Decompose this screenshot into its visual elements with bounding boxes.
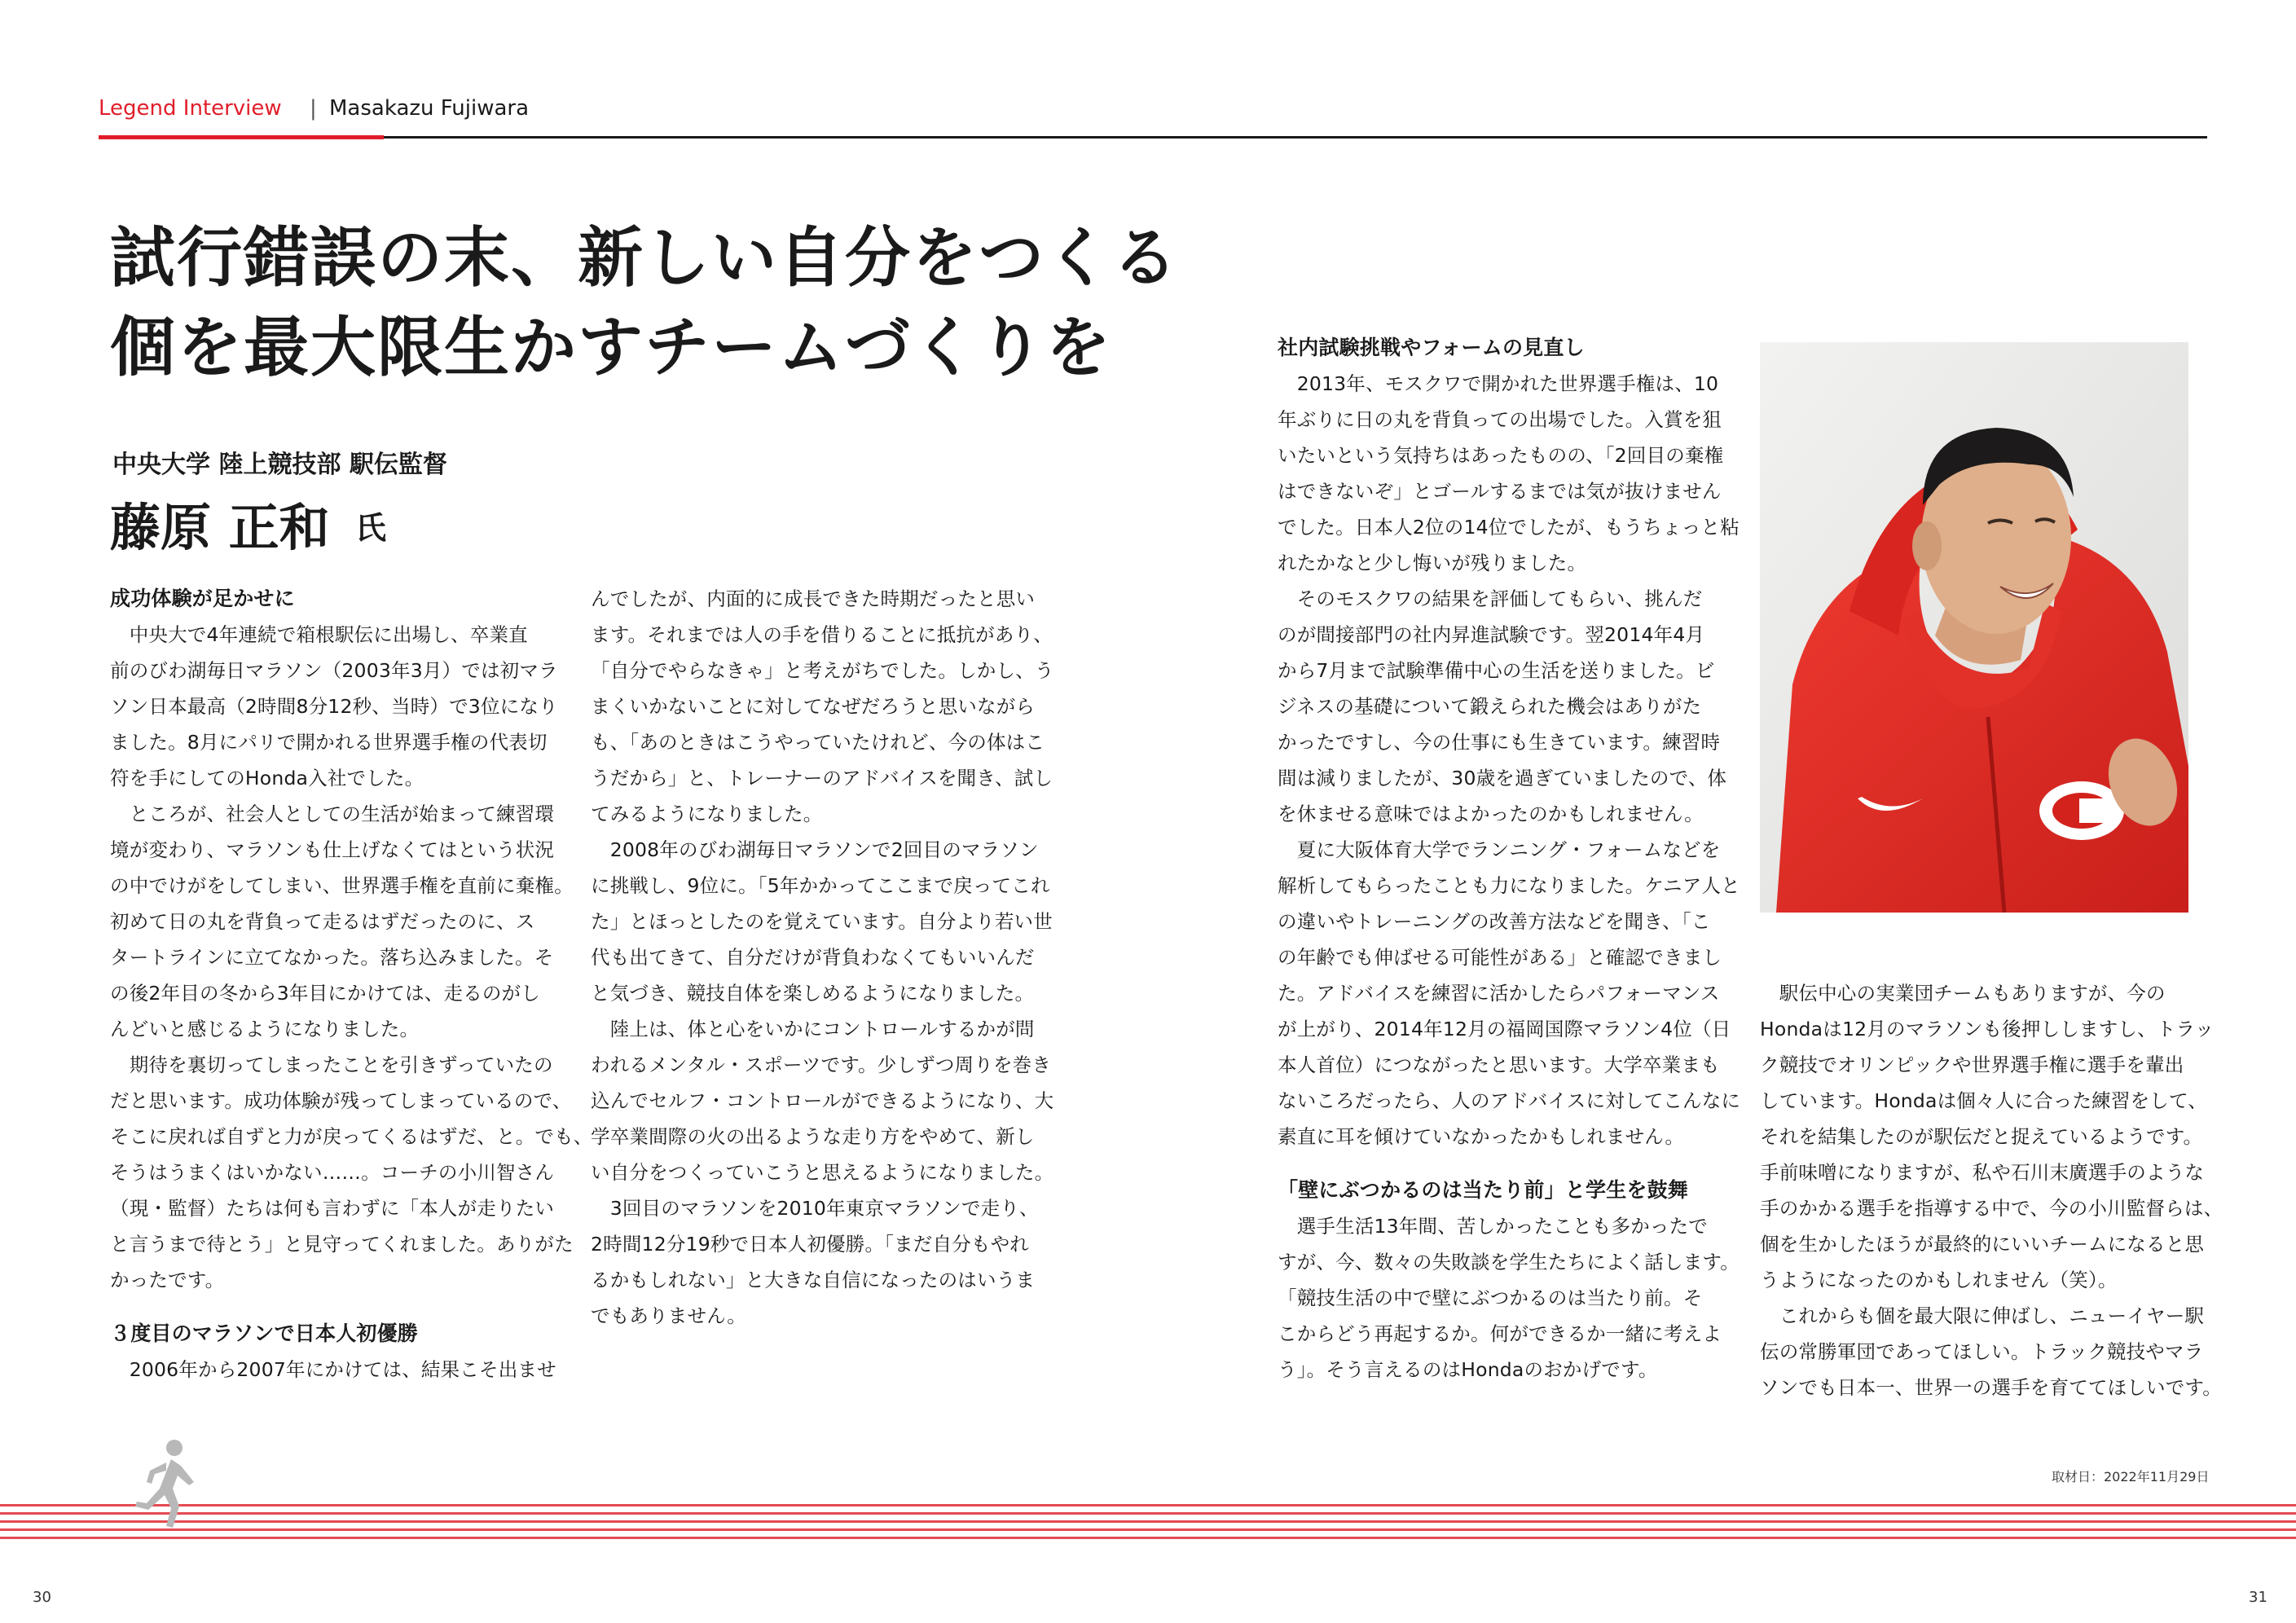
body-line: た」とほっとしたのを覚えています。自分より若い世 bbox=[591, 910, 1053, 933]
body-column-2 bbox=[591, 581, 1054, 1334]
body-line: 境が変わり、マラソンも仕上げなくてはという状況 bbox=[110, 838, 555, 861]
body-line: でもありません。 bbox=[591, 1304, 747, 1327]
body-line: 2006年から2007年にかけては、結果こそ出ませ bbox=[110, 1358, 556, 1381]
body-line: 「自分でやらなきゃ」と考えがちでした。しかし、う bbox=[591, 659, 1054, 682]
body-line: 込んでセルフ・コントロールができるようになり、大 bbox=[591, 1089, 1054, 1112]
body-line: そこに戻れば自ずと力が戻ってくるはずだ、と。でも、 bbox=[110, 1125, 593, 1148]
section-heading: 成功体験が足かせに bbox=[110, 587, 295, 610]
body-line: ソンでも日本一、世界一の選手を育ててほしいです。 bbox=[1760, 1376, 2222, 1399]
body-line: はできないぞ」とゴールするまでは気が抜けません bbox=[1278, 480, 1722, 503]
section-heading: ３度目のマラソンで日本人初優勝 bbox=[110, 1322, 419, 1345]
body-line: （現・監督）たちは何も言わずに「本人が走りたい bbox=[110, 1197, 555, 1220]
body-line: 学卒業間際の火の出るような走り方をやめて、新し bbox=[591, 1125, 1035, 1148]
body-line: われるメンタル・スポーツです。少しずつ周りを巻き bbox=[591, 1053, 1052, 1076]
series-label: Legend Interview bbox=[99, 96, 282, 121]
body-line: 個を生かしたほうが最終的にいいチームになると思 bbox=[1760, 1233, 2205, 1256]
body-line: ク競技でオリンピックや世界選手権に選手を輩出 bbox=[1760, 1053, 2184, 1076]
header-person-name: Masakazu Fujiwara bbox=[329, 96, 530, 121]
article-title bbox=[110, 213, 1179, 393]
body-line: の中でけがをしてしまい、世界選手権を直前に棄権。 bbox=[110, 874, 574, 897]
body-line: 2時間12分19秒で日本人初優勝。「まだ自分もやれ bbox=[591, 1233, 1030, 1256]
body-line: 期待を裏切ってしまったことを引きずっていたの bbox=[110, 1053, 553, 1076]
footer-stripe bbox=[0, 1528, 2296, 1531]
body-line: こからどう再起するか。何ができるか一緒に考えよ bbox=[1278, 1322, 1722, 1345]
body-line: 夏に大阪体育大学でランニング・フォームなどを bbox=[1278, 838, 1721, 861]
body-line: 中央大で4年連続で箱根駅伝に出場し、卒業直 bbox=[110, 623, 528, 646]
body-line: 伝の常勝軍団であってほしい。トラック競技やマラ bbox=[1760, 1340, 2204, 1363]
body-line: の年齢でも伸ばせる可能性がある」と確認できまし bbox=[1278, 946, 1722, 969]
subject-affiliation: 中央大学 陸上競技部 駅伝監督 bbox=[112, 451, 447, 479]
body-line: 本人首位）につながったと思います。大学卒業まも bbox=[1278, 1053, 1720, 1076]
interview-date: 取材日：2022年11月29日 bbox=[2052, 1469, 2210, 1484]
body-line: 初めて日の丸を背負って走るはずだったのに、ス bbox=[110, 910, 535, 933]
portrait-photo bbox=[1760, 342, 2188, 913]
body-line: の違いやトレーニングの改善方法などを聞き、「こ bbox=[1278, 910, 1711, 933]
portrait-illustration bbox=[1760, 342, 2188, 913]
body-column-1 bbox=[110, 581, 593, 1388]
footer-stripe bbox=[0, 1537, 2296, 1539]
body-column-4 bbox=[1760, 975, 2223, 1405]
body-column-3 bbox=[1278, 330, 1741, 1388]
body-line: 前のびわ湖毎日マラソン（2003年3月）では初マラ bbox=[110, 659, 558, 682]
body-line: んどいと感じるようになりました。 bbox=[110, 1018, 420, 1040]
body-line: ます。それまでは人の手を借りることに抵抗があり、 bbox=[591, 623, 1053, 646]
body-line: かったですし、今の仕事にも生きています。練習時 bbox=[1278, 731, 1721, 754]
body-line: と気づき、競技自体を楽しめるようになりました。 bbox=[591, 982, 1035, 1005]
body-line: でした。日本人2位の14位でしたが、もうちょっと粘 bbox=[1278, 516, 1740, 539]
body-line: 駅伝中心の実業団チームもありますが、今の bbox=[1760, 982, 2166, 1005]
body-line: を休ませる意味ではよかったのかもしれません。 bbox=[1278, 803, 1704, 825]
body-line: まくいかないことに対してなぜだろうと思いながら bbox=[591, 695, 1036, 718]
body-line: 解析してもらったことも力になりました。ケニア人と bbox=[1278, 874, 1740, 897]
title-line: 個を最大限生かすチームづくりを bbox=[110, 310, 1112, 385]
body-line: しています。Hondaは個々人に合った練習をして、 bbox=[1760, 1089, 2207, 1112]
body-line: 素直に耳を傾けていなかったかもしれません。 bbox=[1278, 1125, 1685, 1148]
body-line: の後2年目の冬から3年目にかけては、走るのがし bbox=[110, 982, 541, 1005]
body-line: そうはうまくはいかない……。コーチの小川智さん bbox=[110, 1161, 555, 1184]
page-number-left: 30 bbox=[33, 1589, 51, 1606]
body-line: ジネスの基礎について鍛えられた機会はありがた bbox=[1278, 695, 1702, 718]
section-heading: 「壁にぶつかるのは当たり前」と学生を鼓舞 bbox=[1278, 1178, 1689, 1202]
body-line: だと思います。成功体験が残ってしまっているので、 bbox=[110, 1089, 572, 1112]
body-line: 手のかかる選手を指導する中で、今の小川監督らは、 bbox=[1760, 1197, 2223, 1220]
body-line: 陸上は、体と心をいかにコントロールするかが問 bbox=[591, 1018, 1035, 1040]
body-line: かったです。 bbox=[110, 1269, 225, 1291]
body-line: うようになったのかもしれません（笑）。 bbox=[1760, 1269, 2118, 1291]
body-line: 3回目のマラソンを2010年東京マラソンで走り、 bbox=[591, 1197, 1039, 1220]
body-line: 間は減りましたが、30歳を過ぎていましたので、体 bbox=[1278, 767, 1727, 790]
body-line: いたいという気持ちはあったものの、「2回目の棄権 bbox=[1278, 444, 1724, 467]
body-line: んでしたが、内面的に成長できた時期だったと思い bbox=[591, 587, 1036, 610]
body-line: う」。そう言えるのはHondaのおかげです。 bbox=[1278, 1358, 1658, 1381]
body-line: すが、今、数々の失敗談を学生たちによく話します。 bbox=[1278, 1251, 1740, 1273]
body-line: た。アドバイスを練習に活かしたらパフォーマンス bbox=[1278, 982, 1720, 1005]
body-line: これからも個を最大限に伸ばし、ニューイヤー駅 bbox=[1760, 1304, 2205, 1327]
subject-honorific: 氏 bbox=[355, 510, 387, 546]
body-line: ました。8月にパリで開かれる世界選手権の代表切 bbox=[110, 731, 548, 754]
body-line: 2013年、モスクワで開かれた世界選手権は、10 bbox=[1278, 372, 1719, 395]
section-gap bbox=[110, 1298, 574, 1316]
body-line: れたかなと少し悔いが残りました。 bbox=[1278, 552, 1587, 574]
body-line: と言うまで待とう」と見守ってくれました。ありがた bbox=[110, 1233, 574, 1256]
subject-name: 藤原 正和 bbox=[110, 498, 330, 557]
page-number-right: 31 bbox=[2249, 1589, 2267, 1606]
header-rule-accent bbox=[99, 135, 384, 139]
body-line: に挑戦し、9位に。「5年かかってここまで戻ってこれ bbox=[591, 874, 1050, 897]
body-line: 代も出てきて、自分だけが背負わなくてもいいんだ bbox=[591, 946, 1035, 969]
body-line: それを結集したのが駅伝だと捉えているようです。 bbox=[1760, 1125, 2203, 1148]
body-line: るかもしれない」と大きな自信になったのはいうま bbox=[591, 1269, 1036, 1291]
body-line: が上がり、2014年12月の福岡国際マラソン4位（日 bbox=[1278, 1018, 1731, 1040]
body-line: のが間接部門の社内昇進試験です。翌2014年4月 bbox=[1278, 623, 1705, 646]
body-line: 符を手にしてのHonda入社でした。 bbox=[110, 767, 424, 790]
runner-icon bbox=[130, 1438, 196, 1532]
body-line: うだから」と、トレーナーのアドバイスを聞き、試し bbox=[591, 767, 1053, 790]
body-line: ないころだったら、人のアドバイスに対してこんなに bbox=[1278, 1089, 1741, 1112]
body-line: 年ぶりに日の丸を背負っての出場でした。入賞を狙 bbox=[1278, 408, 1722, 431]
section-gap bbox=[1278, 1155, 1718, 1172]
body-line: 選手生活13年間、苦しかったことも多かったで bbox=[1278, 1215, 1709, 1238]
body-line: も、「あのときはこうやっていたけれど、今の体はこ bbox=[591, 731, 1045, 754]
body-line: ところが、社会人としての生活が始まって練習環 bbox=[110, 803, 555, 825]
body-line: 「競技生活の中で壁にぶつかるのは当たり前。そ bbox=[1278, 1287, 1703, 1309]
body-line: ソン日本最高（2時間8分12秒、当時）で3位になり bbox=[110, 695, 558, 718]
footer-stripe bbox=[0, 1504, 2296, 1506]
body-line: タートラインに立てなかった。落ち込みました。そ bbox=[110, 946, 554, 969]
header-rule bbox=[99, 136, 2207, 139]
body-line: 2008年のびわ湖毎日マラソンで2回目のマラソン bbox=[591, 838, 1039, 861]
body-line: そのモスクワの結果を評価してもらい、挑んだ bbox=[1278, 587, 1703, 610]
footer-stripe bbox=[0, 1520, 2296, 1523]
body-line: てみるようになりました。 bbox=[591, 803, 823, 825]
title-line: 試行錯誤の末、新しい自分をつくる bbox=[110, 220, 1179, 296]
body-line: Hondaは12月のマラソンも後押ししますし、トラッ bbox=[1760, 1018, 2215, 1040]
footer-stripe bbox=[0, 1512, 2296, 1515]
body-line: 手前味噌になりますが、私や石川末廣選手のような bbox=[1760, 1161, 2205, 1184]
body-line: から7月まで試験準備中心の生活を送りました。ビ bbox=[1278, 659, 1715, 682]
body-line: い自分をつくっていこうと思えるようになりました。 bbox=[591, 1161, 1054, 1184]
section-heading: 社内試験挑戦やフォームの見直し bbox=[1278, 336, 1585, 359]
header-separator: | bbox=[310, 96, 317, 121]
